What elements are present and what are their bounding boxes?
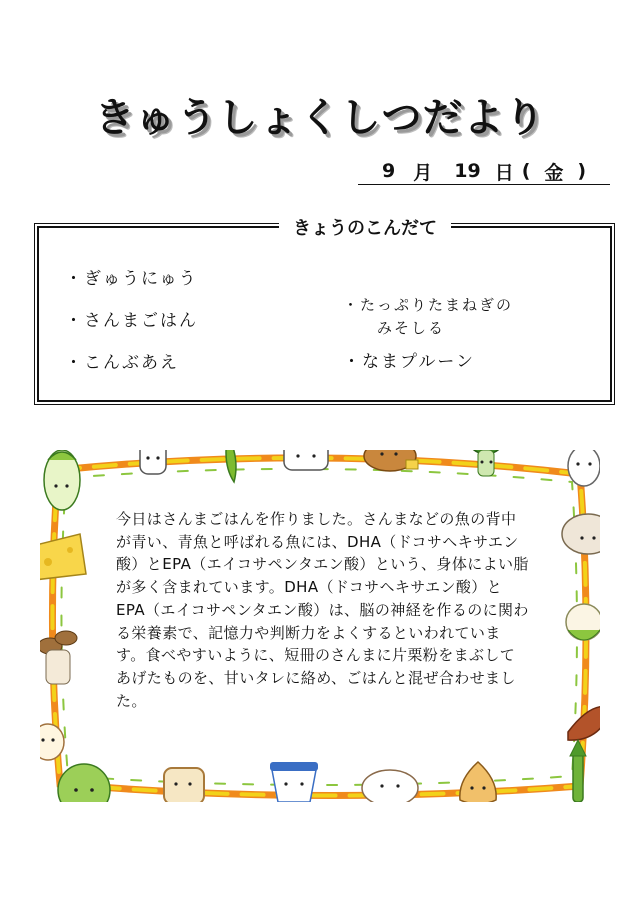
natto-icon [284, 450, 328, 470]
menu-item: ・こんぶあえ [65, 353, 179, 373]
menu-heading: きょうのこんだて [279, 214, 451, 240]
bread-roll-icon [364, 450, 418, 471]
okra-icon [226, 450, 236, 482]
chinese-cabbage-icon [44, 450, 80, 510]
toast-icon [164, 768, 204, 802]
milk-bottle-icon [140, 450, 166, 474]
menu-item-line2: みそしる [377, 319, 446, 337]
onion-icon [460, 762, 496, 802]
date-line [358, 158, 610, 185]
date-close-paren: ) [577, 160, 587, 182]
yogurt-cup-icon [270, 762, 318, 802]
clam-icon [562, 514, 600, 554]
menu-item: ・ぎゅうにゅう [65, 269, 198, 289]
date-day: 19 [454, 160, 481, 182]
cabbage-icon [58, 764, 110, 802]
story-text: 今日はさんまごはんを作りました。さんまなどの魚の背中が青い、青魚と呼ばれる魚には、DHA（ドコサヘキサエン酸）とEPA（エイコサペンタエン酸）という、身体によい脂が多く含まれています。DHA（ドコサヘキサエン酸）とEPA（エイコサペンタエン酸）は、脳の神経を作るのに関わる栄養素で、記憶力や判断力をよくするといわれています。食べやすいように、短冊のさんまに片栗粉をまぶしてあげたものを、甘いタレに絡め、ごはんと混ぜ合わせました。 [116, 510, 529, 710]
cheese-icon [40, 534, 86, 580]
egg-icon [568, 450, 600, 486]
mushrooms-icon [40, 631, 77, 684]
menu-item [343, 294, 563, 340]
date-day-label: 日 [494, 161, 514, 184]
date-open-paren: ( [521, 160, 531, 182]
date-month: 9 [382, 160, 396, 182]
rice-bowl-icon [362, 770, 418, 802]
menu-item: ・なまプルーン [343, 352, 475, 372]
cauliflower-icon [566, 604, 600, 640]
menu-item: ・さんまごはん [65, 311, 198, 331]
date-month-label: 月 [413, 161, 433, 184]
menu-item-line1: ・たっぷりたまねぎの [343, 296, 514, 314]
date-weekday: 金 [544, 161, 564, 184]
page-title: きゅうしょくしつだより [94, 95, 546, 141]
egg-character-icon [40, 724, 64, 760]
menu-box [37, 218, 612, 402]
